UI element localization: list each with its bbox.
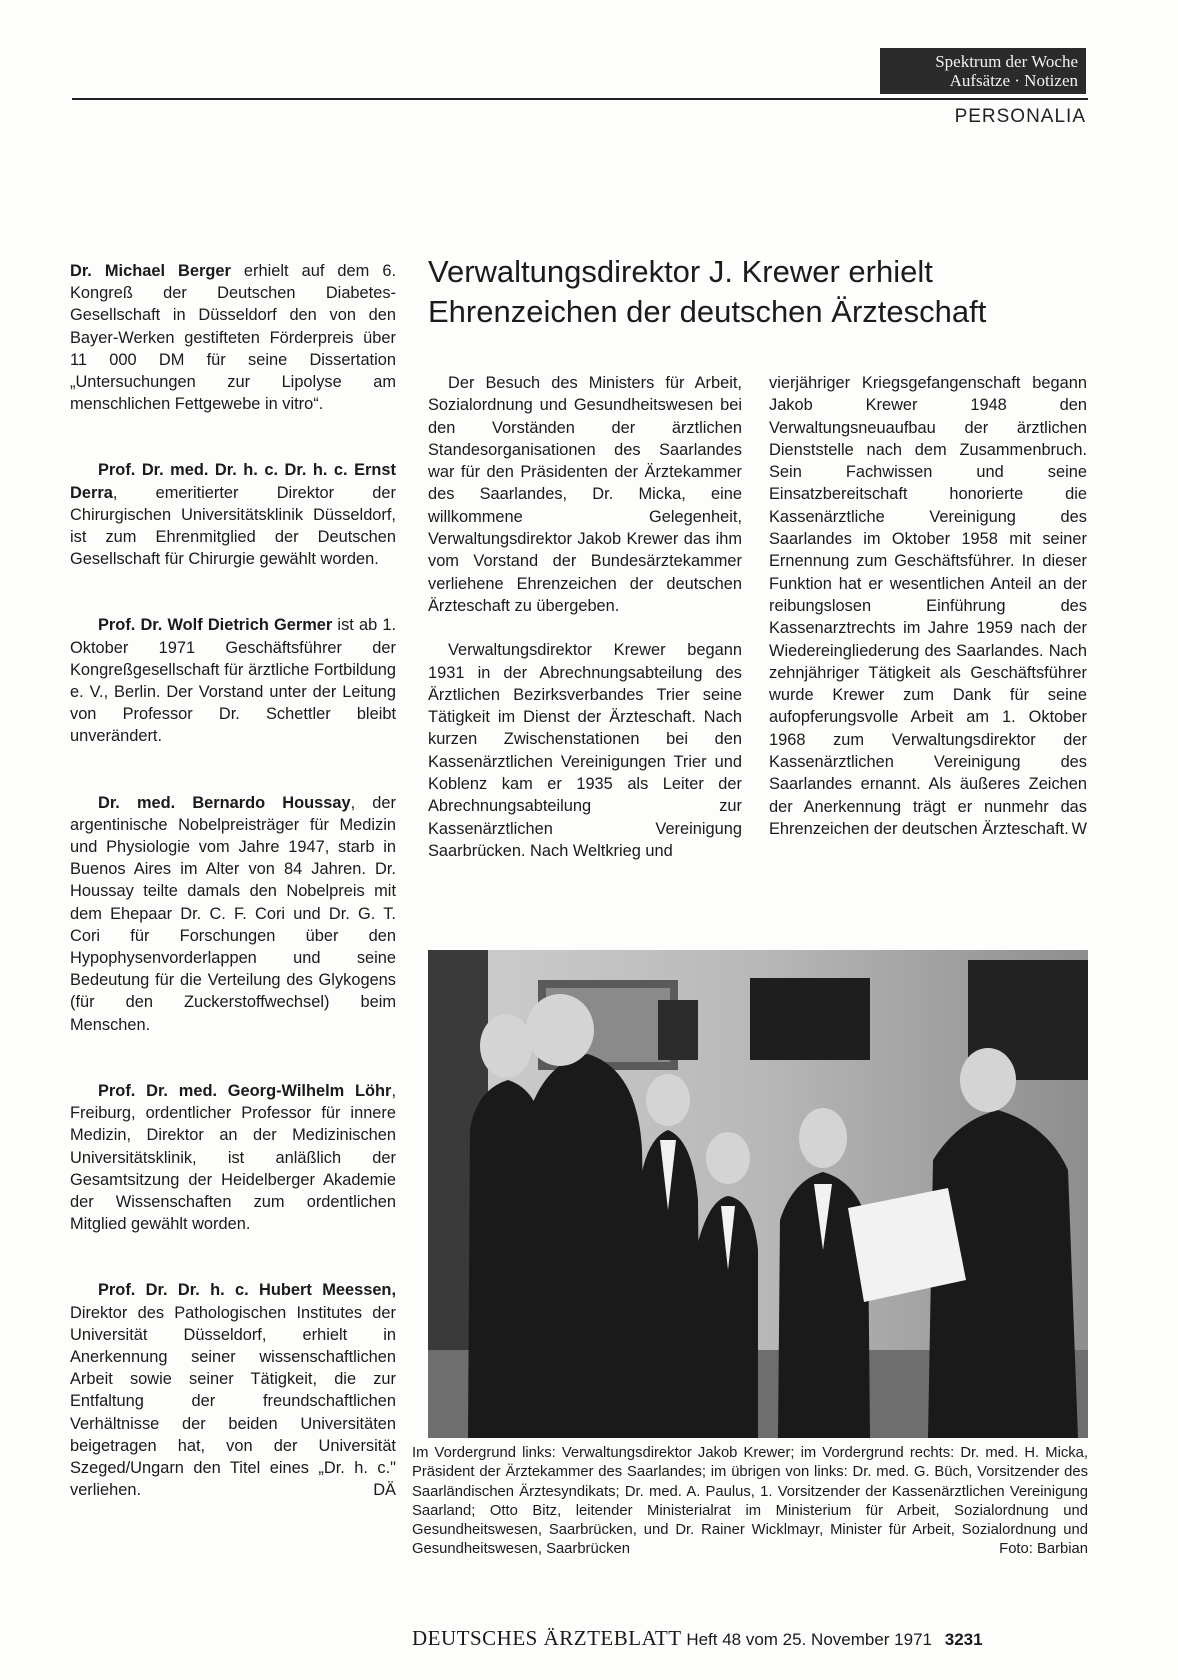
person-name: Dr. med. Bernardo Houssay bbox=[98, 793, 351, 812]
personalia-entry bbox=[70, 614, 396, 747]
entry-text: , der argentinische Nobelpreisträger für Medizin und Physiologie vom Jahre 1947, starb in Buenos Aires im Alter von 84 Jahren. Dr. Houssay teilte damals den Nobelpreis mit dem Ehepaar Dr. C. F. Cori und Dr. G. T. Cori für Forschungen über den Hypophysenvorderlappen und seine Bedeutung für die Verteilung des Glykogens (für den Zuckerstoffwechsel) beim Menschen. bbox=[70, 793, 396, 1034]
caption-text: Im Vordergrund links: Verwaltungsdirektor Jakob Krewer; im Vordergrund rechts: Dr. med. H. Micka, Präsident der Ärztekammer des Saarlandes; im übrigen von links: Dr. med. G. Büch, Vorsitzender des Saarländischen Ärztesyndikats; Dr. med. A. Paulus, 1. Vorsitzender der Kassenärztlichen Vereinigung Saarland; Otto Bitz, leitender Ministerialrat im Ministerium für Arbeit, Sozialordnung und Gesundheitswesen, Saarbrücken, und Dr. Rainer Wicklmayr, Minister für Arbeit, Sozialordnung und Gesundheitswesen, Saarbrücken bbox=[412, 1445, 1088, 1558]
section-badge bbox=[880, 48, 1086, 94]
article-column-1 bbox=[428, 372, 742, 884]
entry-text: , emeritierter Direktor der Chirurgischen Universitätsklinik Düsseldorf, ist zum Ehrenmitglied der Deutschen Gesellschaft für Chirurgie gewählt worden. bbox=[70, 483, 396, 569]
person-name: Dr. Michael Berger bbox=[70, 262, 231, 280]
page-number: 3231 bbox=[944, 1630, 983, 1649]
article-paragraph: Der Besuch des Ministers für Arbeit, Sozialordnung und Gesundheitswesen bei den Vorständen der ärztlichen Standesorganisationen des Saarlandes war für den Präsidenten der Ärztekammer des Saarlandes, Dr. Micka, eine willkommene Gelegenheit, Verwaltungsdirektor Jakob Krewer das ihm vom Vorstand der Bundesärztekammer verliehene Ehrenzeichen der deutschen Ärzteschaft zu übergeben. bbox=[428, 374, 742, 615]
headline-line-2: Ehrenzeichen der deutschen Ärzteschaft bbox=[428, 294, 987, 329]
header-rule bbox=[72, 98, 1088, 100]
person-name: Prof. Dr. Wolf Dietrich Germer bbox=[98, 616, 333, 635]
personalia-column bbox=[70, 260, 396, 1545]
article-column-2 bbox=[769, 372, 1087, 840]
group-photo bbox=[428, 950, 1088, 1438]
journal-masthead: DEUTSCHES ÄRZTEBLATT bbox=[412, 1626, 682, 1650]
personalia-entry bbox=[70, 459, 396, 570]
badge-line-2: Aufsätze · Notizen bbox=[949, 71, 1078, 90]
entry-text: erhielt auf dem 6. Kongreß der Deutschen Diabetes-Gesellschaft in Düsseldorf den von den Bayer-Werken gestifteten Förderpreis über 11 000 DM für seine Dissertation „Untersuchungen zur Lipolyse am menschlichen Fettgewebe in vitro“. bbox=[70, 262, 396, 414]
entry-text: ist ab 1. Oktober 1971 Geschäftsführer der Kongreßgesellschaft für ärztliche Fortbildung e. V., Berlin. Der Vorstand unter der Leitung von Professor Dr. Schettler bleibt unverändert. bbox=[70, 616, 397, 746]
personalia-entry bbox=[70, 1279, 396, 1501]
personalia-entry bbox=[70, 260, 396, 415]
person-name: Prof. Dr. med. Georg-Wilhelm Löhr bbox=[98, 1081, 392, 1100]
photo-credit: Foto: Barbian bbox=[999, 1541, 1088, 1558]
entry-text: , Freiburg, ordentlicher Professor für innere Medizin, Direktor an der Medizinischen Universitätsklinik, ist anläßlich der Gesamtsitzung der Heidelberger Akademie der Wissenschaften zum ordentlichen Mitglied gewählt worden. bbox=[70, 1081, 396, 1234]
photo-caption bbox=[412, 1444, 1088, 1560]
article-paragraph: vierjähriger Kriegsgefangenschaft begann Jakob Krewer 1948 den Verwaltungsneuaufbau der ärztlichen Dienststelle nach dem Zusammenbruch. Sein Fachwissen und seine Einsatzbereitschaft honorierte die Kassenärztliche Vereinigung des Saarlandes im Oktober 1958 mit seiner Ernennung zum Geschäftsführer. In dieser Funktion hat er wesentlichen Anteil an der reibungslosen Einführung des Kassenarztrechts im Jahre 1959 nach der Wiedereingliederung des Saarlandes. Nach zehnjähriger Tätigkeit als Geschäftsführer wurde Krewer zum Dank für seine aufopferungsvolle Arbeit am 1. Oktober 1968 zum Verwaltungsdirektor der Kassenärztlichen Vereinigung des Saarlandes ernannt. Als äußeres Zeichen der Anerkennung trägt er nunmehr das Ehrenzeichen der deutschen Ärzteschaft. bbox=[769, 374, 1087, 838]
section-title: PERSONALIA bbox=[954, 106, 1086, 127]
issue-info: Heft 48 vom 25. November 1971 bbox=[686, 1630, 932, 1649]
headline-line-1: Verwaltungsdirektor J. Krewer erhielt bbox=[428, 254, 933, 289]
person-name: Prof. Dr. Dr. h. c. Hubert Meessen, bbox=[98, 1281, 396, 1300]
entry-text: Direktor des Pathologischen Institutes der Universität Düsseldorf, erhielt in Anerkennung seiner wissenschaftlichen Arbeit sowie seiner Tätigkeit, die zur Entfaltung der freundschaftlichen Verhältnisse der beiden Universitäten beigetragen hat, von der Universität Szeged/Ungarn den Titel eines „Dr. h. c." verliehen. bbox=[70, 1303, 396, 1500]
author-signature: W bbox=[1071, 819, 1087, 838]
author-signature: DÄ bbox=[373, 1481, 396, 1500]
article-headline bbox=[428, 252, 1108, 332]
personalia-entry bbox=[70, 792, 396, 1036]
page-footer bbox=[412, 1626, 1088, 1651]
personalia-entry bbox=[70, 1080, 396, 1235]
badge-line-1: Spektrum der Woche bbox=[935, 52, 1078, 71]
person-name: Prof. Dr. med. Dr. h. c. Dr. h. c. Ernst Derra bbox=[70, 461, 396, 502]
article-paragraph: Verwaltungsdirektor Krewer begann 1931 in der Abrechnungsabteilung des Ärztlichen Bezirksverbandes Trier seine Tätigkeit im Dienst der Ärzteschaft. Nach kurzen Zwischenstationen bei den Kassenärztlichen Vereinigungen Trier und Koblenz kam er 1935 als Leiter der Abrechnungsabteilung zur Kassenärztlichen Vereinigung Saarbrücken. Nach Weltkrieg und bbox=[428, 641, 742, 860]
